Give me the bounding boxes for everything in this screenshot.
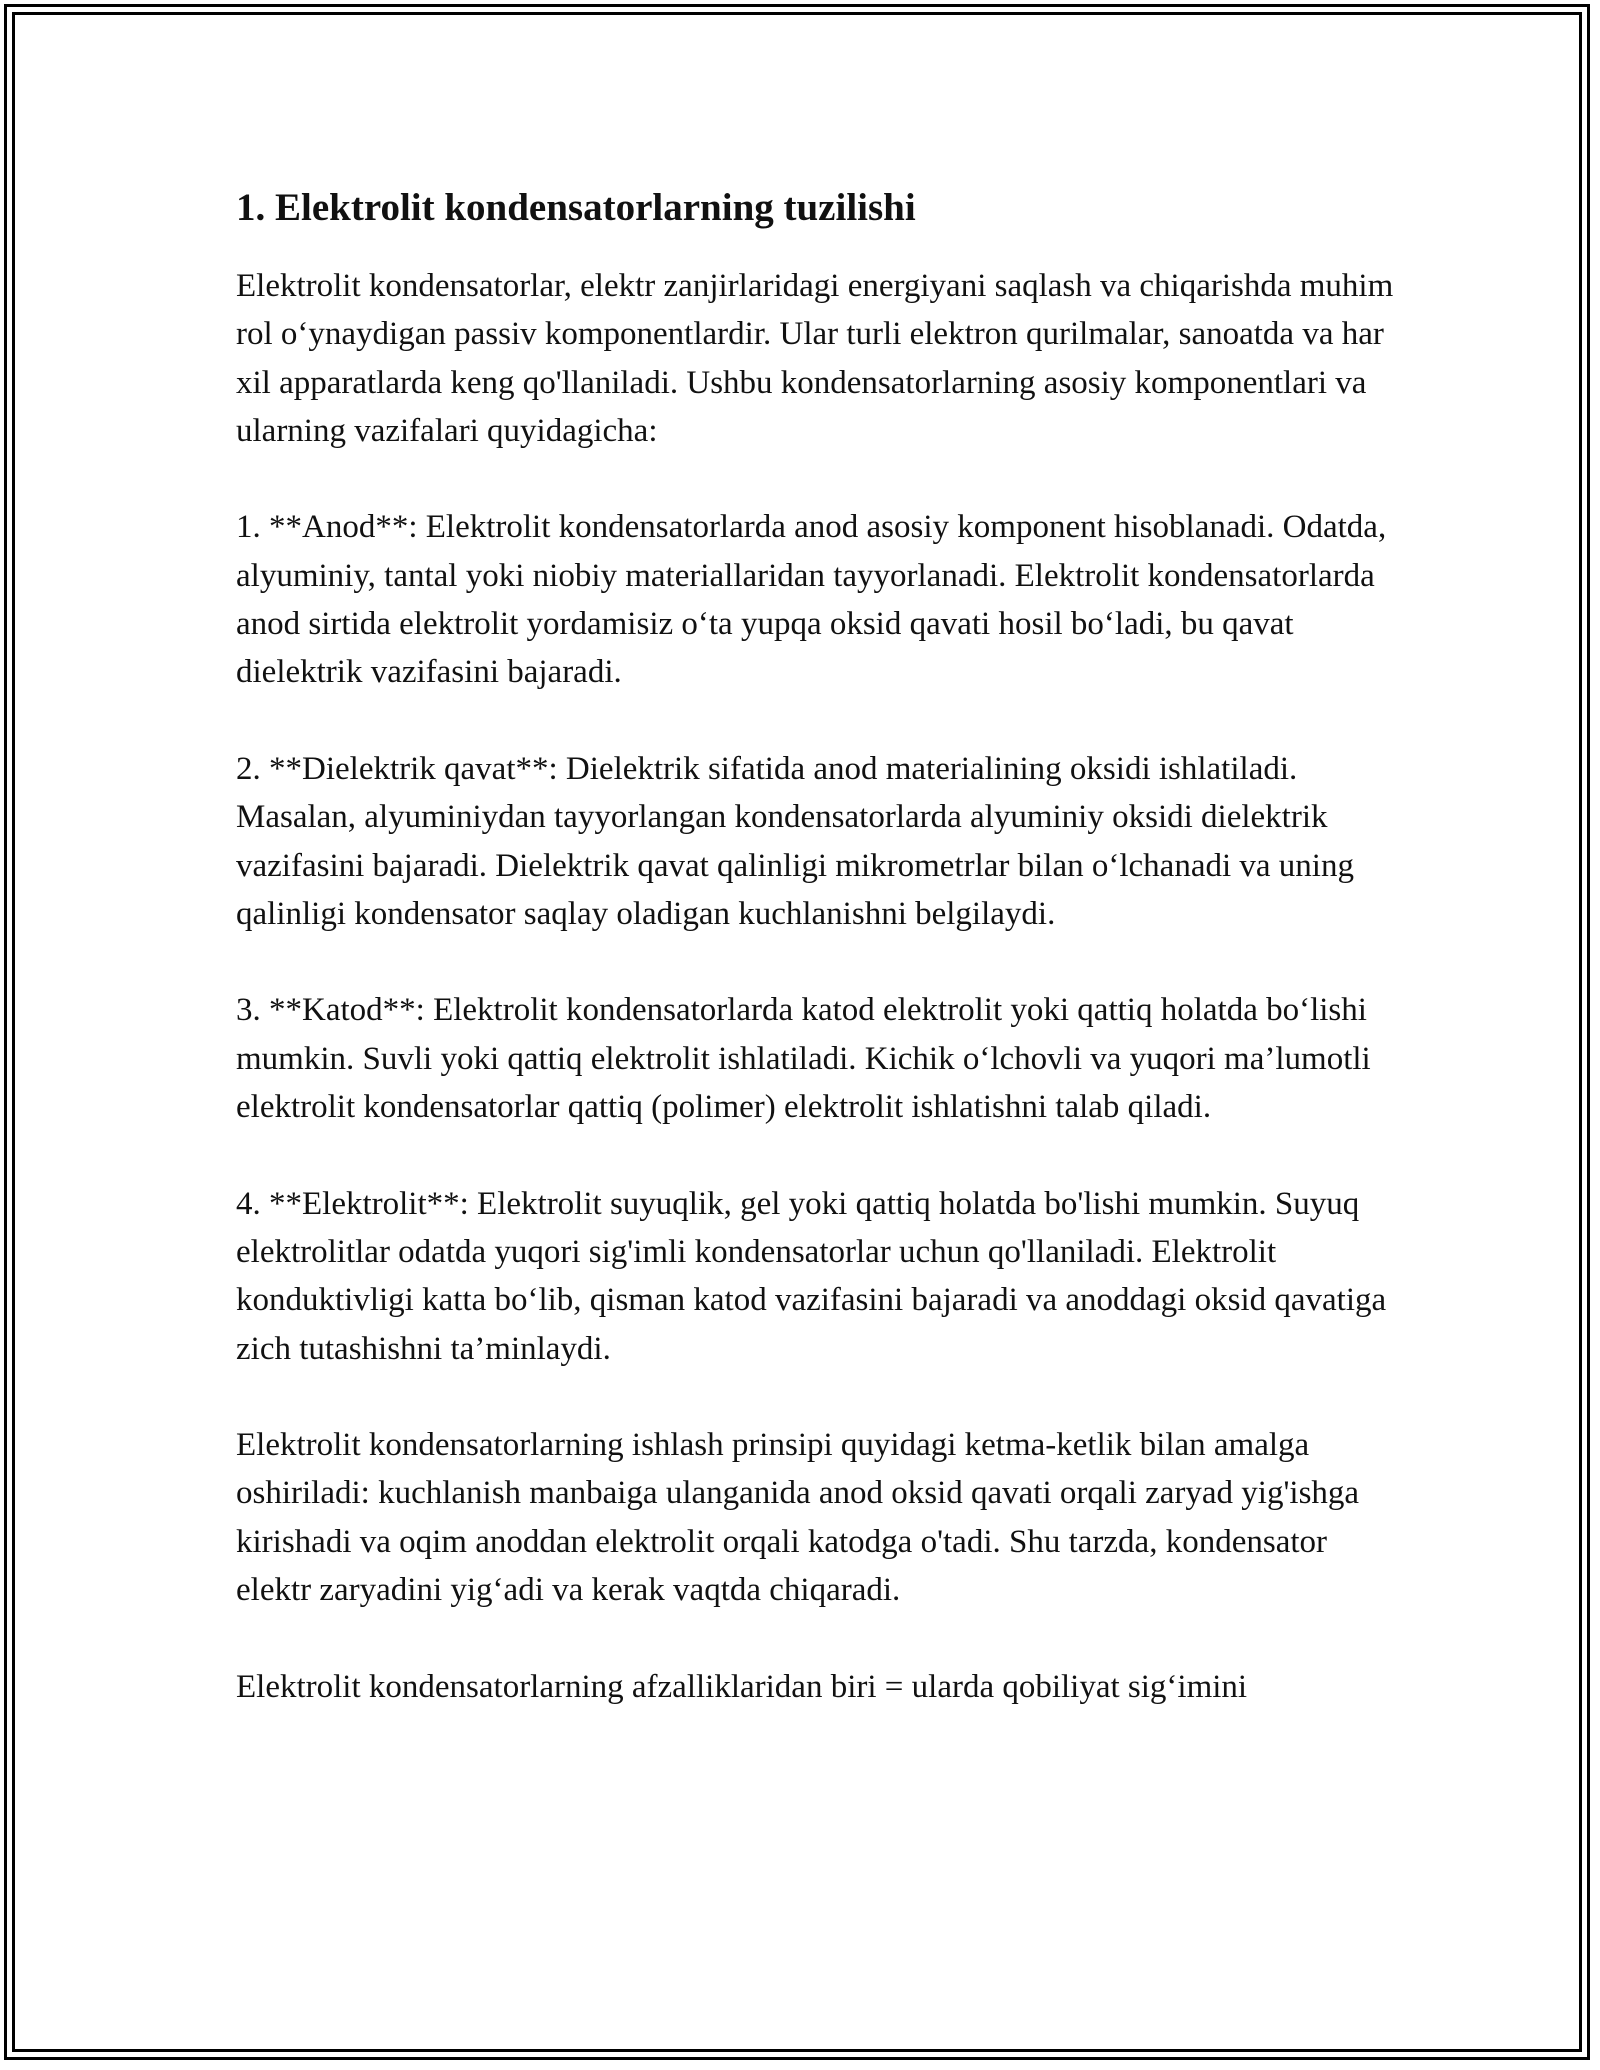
paragraph-dielektrik: 2. **Dielektrik qavat**: Dielektrik sifatida anod materialining oksidi ishlatiladi. Masalan, alyuminiydan tayyorlangan kondensatorlarda alyuminiy oksidi dielektrik vazifasini bajaradi. Dielektrik qavat qalinligi mikrometrlar bilan o‘lchanadi va uning qalinligi kondensator saqlay oladigan kuchlanishni belgilaydi. bbox=[236, 750, 1354, 932]
paragraph-intro: Elektrolit kondensatorlar, elektr zanjirlaridagi energiyani saqlash va chiqarishda muhim rol o‘ynaydigan passiv komponentlardir. Ular turli elektron qurilmalar, sanoatda va har xil apparatlarda keng qo'llaniladi. Ushbu kondensatorlarning asosiy komponentlari va ularning vazifalari quyidagicha: bbox=[236, 268, 1394, 449]
paragraph-elektrolit: 4. **Elektrolit**: Elektrolit suyuqlik, gel yoki qattiq holatda bo'lishi mumkin. Suyuq elektrolitlar odatda yuqori sig'imli kondensatorlar uchun qo'llaniladi. Elektrolit konduktivligi katta bo‘lib, qisman katod vazifasini bajaradi va anoddagi oksid qavatiga zich tutashishni ta’minlaydi. bbox=[236, 1185, 1387, 1367]
document-body bbox=[236, 184, 1396, 1759]
paragraph-advantages: Elektrolit kondensatorlarning afzalliklaridan biri = ularda qobiliyat sig‘imini bbox=[236, 1668, 1248, 1705]
paragraph-katod: 3. **Katod**: Elektrolit kondensatorlarda katod elektrolit yoki qattiq holatda bo‘lishi mumkin. Suvli yoki qattiq elektrolit ishlatiladi. Kichik o‘lchovli va yuqori ma’lumotli elektrolit kondensatorlar qattiq (polimer) elektrolit ishlatishni talab qiladi. bbox=[236, 992, 1371, 1126]
paragraph-principle: Elektrolit kondensatorlarning ishlash prinsipi quyidagi ketma-ketlik bilan amalga oshiriladi: kuchlanish manbaiga ulanganida anod oksid qavati orqali zaryad yig'ishga kirishadi va oqim anoddan elektrolit orqali katodga o'tadi. Shu tarzda, kondensator elektr zaryadini yig‘adi va kerak vaqtda chiqaradi. bbox=[236, 1427, 1360, 1609]
paragraph-anod: 1. **Anod**: Elektrolit kondensatorlarda anod asosiy komponent hisoblanadi. Odatda, alyuminiy, tantal yoki niobiy materiallaridan tayyorlanadi. Elektrolit kondensatorlarda anod sirtida elektrolit yordamisiz o‘ta yupqa oksid qavati hosil bo‘ladi, bu qavat dielektrik vazifasini bajaradi. bbox=[236, 509, 1387, 691]
section-heading: 1. Elektrolit kondensatorlarning tuzilishi bbox=[236, 186, 916, 229]
